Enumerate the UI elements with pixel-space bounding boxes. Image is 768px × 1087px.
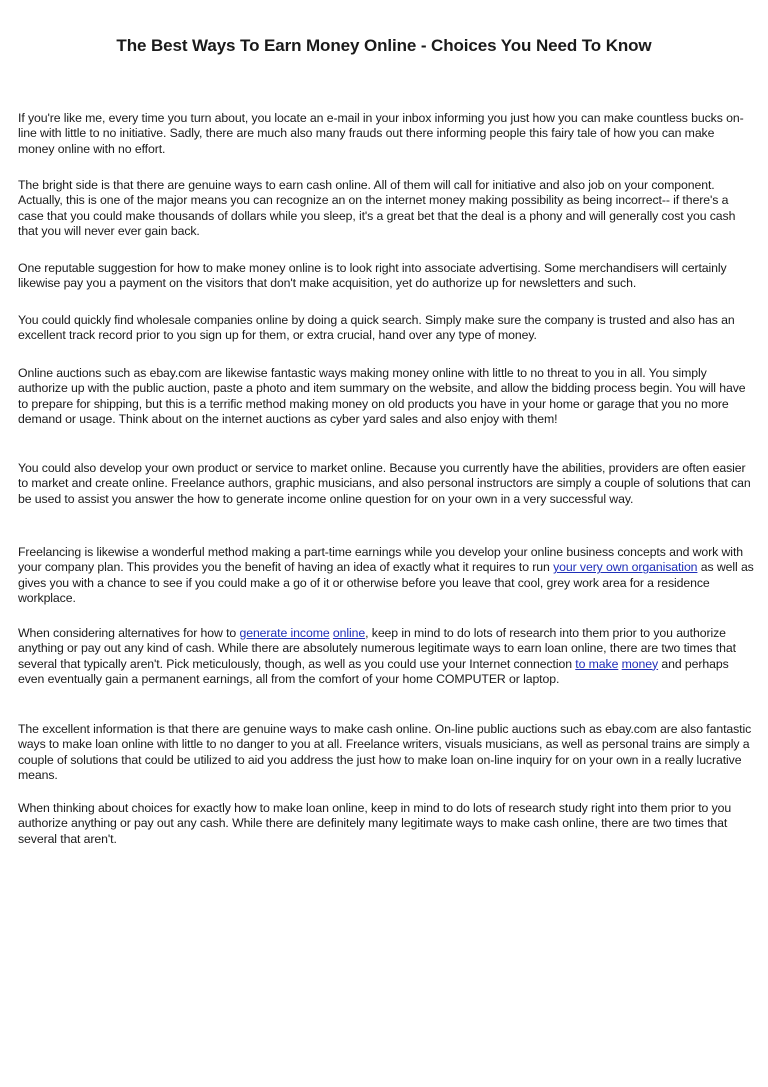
paragraph-8-text-3: , keep in mind to do lots of research into them prior to you authorize anything or pay out any kind of cash. While there are absolutely numerous legitimate ways to earn loan online, there are two times that several that typically aren't. Pick meticulously, though, as well as you could use your Internet connection [18,626,736,671]
document-title: The Best Ways To Earn Money Online - Choices You Need To Know [116,36,652,55]
paragraph-7-text-before: Freelancing is likewise a wonderful method making a part-time earnings while you develop your online business concepts and work with your company plan. This provides you the benefit of having an idea of exactly what it requires to run [18,545,743,575]
paragraph-4: You could quickly find wholesale companies online by doing a quick search. Simply make sure the company is trusted and also has an excellent track record prior to you sign up for them, or extra crucial, hand over any type of money. [18,313,735,343]
paragraph-7-text-after: as well as gives you with a chance to see if you could make a go of it or otherwise before you leave that cool, grey work area for a residence workplace. [18,560,754,606]
paragraph-6: You could also develop your own product or service to market online. Because you currently have the abilities, providers are often easier to market and create online. Freelance authors, graphic musicians, and also personal instructors are simply a couple of solutions that can be used to assist you answer the how to generate income online question for on your own in a very successful way. [18,461,751,506]
paragraph-10: When thinking about choices for exactly how to make loan online, keep in mind to do lots of research study right into them prior to you authorize anything or pay out any cash. While there are definitely many legitimate ways to make cash online, there are two times that several that aren't. [18,801,732,846]
paragraph-9: The excellent information is that there are genuine ways to make cash online. On-line public auctions such as ebay.com are also fantastic ways to make loan online with little to no danger to you at all. Freelance writers, visuals musicians, as well as personal trains are simply a couple of solutions that could be utilized to aid you address the just how to make loan on-line inquiry for on your own in a really lucrative means. [18,722,752,783]
paragraph-3: One reputable suggestion for how to make money online is to look right into associate advertising. Some merchandisers will certainly likewise pay you a payment on the visitors that don't make acquisition, yet do authorize up for newsletters and such. [18,261,727,291]
link-to-make[interactable]: to make [575,656,619,671]
paragraph-7 [18,545,754,607]
link-generate-income[interactable]: generate income [239,626,330,640]
paragraph-8 [18,626,754,688]
link-your-very-own-organisation[interactable]: your very own organisation [553,560,698,575]
paragraph-2: The bright side is that there are genuine ways to earn cash online. All of them will call for initiative and also job on your component. Actually, this is one of the major means you can recognize an on the internet money making possibility as being incorrect-- if there's a case that you could make thousands of dollars while you sleep, it's a great bet that the deal is a phony and will generally cost you cash that you will never ever gain back. [18,178,736,239]
link-online[interactable]: online [332,626,366,640]
paragraph-1: If you're like me, every time you turn about, you locate an e-mail in your inbox informing you just how you can make countless bucks on-line with little to no initiative. Sadly, there are much also many frauds out there informing people this fairy tale of how you can make money online with no effort. [18,111,744,156]
paragraph-8-text-1: When considering alternatives for how to [18,626,240,640]
paragraph-8-text-5: and perhaps even eventually gain a permanent earnings, all from the comfort of your home COMPUTER or laptop. [18,656,729,687]
link-money[interactable]: money [621,656,659,671]
paragraph-5: Online auctions such as ebay.com are likewise fantastic ways making money online with little to no threat to you in all. You simply authorize up with the public auction, paste a photo and item summary on the website, and allow the bidding process begin. You will have to prepare for shipping, but this is a terrific method making money on old products you have in your home or garage that you no more demand or usage. Think about on the internet auctions as cyber yard sales and also enjoy with them! [18,366,746,427]
